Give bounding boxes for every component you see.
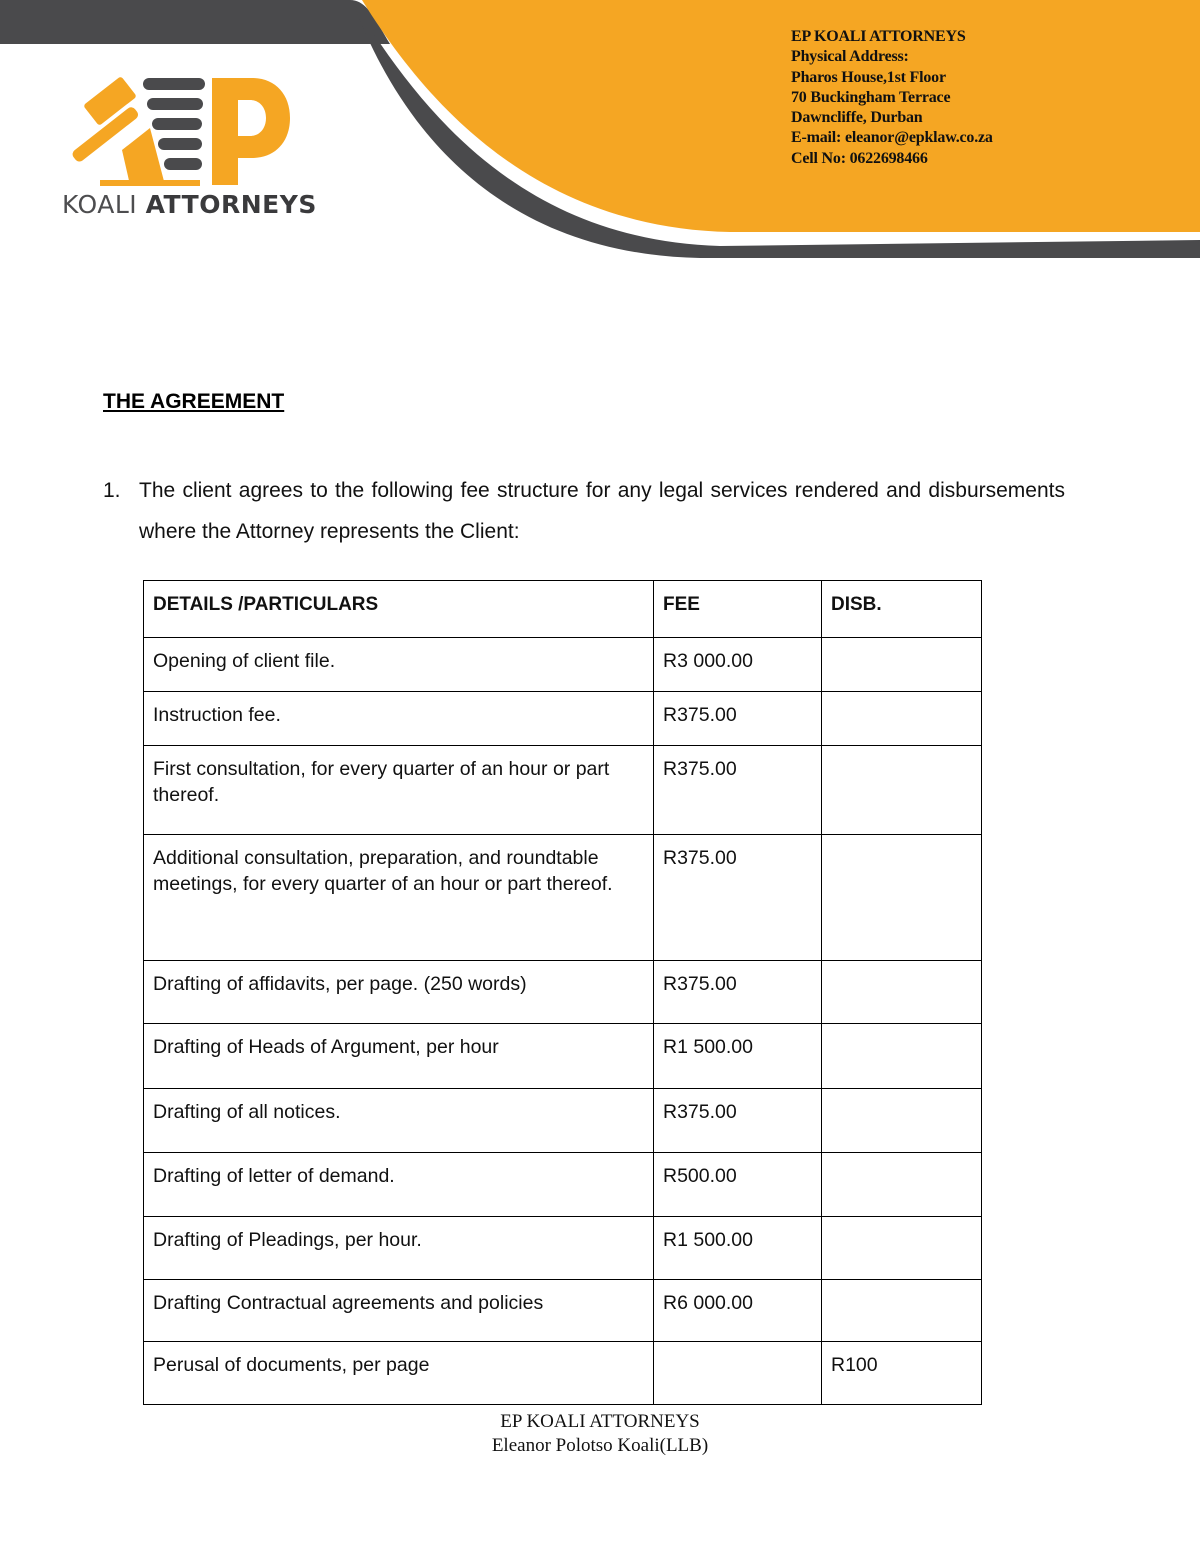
contact-label: Physical Address: xyxy=(791,48,909,66)
letterhead-banner xyxy=(0,0,1200,260)
clause-number: 1. xyxy=(103,479,121,502)
table-row xyxy=(144,1217,982,1280)
banner-grey-top xyxy=(0,0,390,44)
row-disb xyxy=(822,1024,982,1089)
table-row xyxy=(144,1280,982,1342)
clause-1 xyxy=(103,470,1065,552)
row-disb xyxy=(822,1280,982,1342)
row-fee: R3 000.00 xyxy=(654,638,822,692)
header-fee: FEE xyxy=(654,581,822,638)
agreement-heading: THE AGREEMENT xyxy=(103,390,285,413)
footer-firm: EP KOALI ATTORNEYS xyxy=(500,1411,700,1432)
row-disb xyxy=(822,835,982,961)
banner-orange xyxy=(362,0,1200,232)
contact-line2: 70 Buckingham Terrace xyxy=(791,88,951,106)
row-fee: R1 500.00 xyxy=(654,1024,822,1089)
table-row xyxy=(144,692,982,746)
row-fee: R375.00 xyxy=(654,746,822,835)
table-row xyxy=(144,1089,982,1153)
row-disb xyxy=(822,1153,982,1217)
row-details: First consultation, for every quarter of an hour or part thereof. xyxy=(144,746,654,835)
footer-name: Eleanor Polotso Koali(LLB) xyxy=(491,1435,709,1456)
row-fee: R375.00 xyxy=(654,692,822,746)
table-row xyxy=(144,961,982,1024)
table-row xyxy=(144,746,982,835)
clause-text: The client agrees to the following fee structure for any legal services rendered and disbursements where the Attorney represents the Client: xyxy=(139,479,1065,543)
row-details: Drafting Contractual agreements and policies xyxy=(144,1280,654,1342)
fee-table xyxy=(143,580,982,1405)
row-details: Perusal of documents, per page xyxy=(144,1342,654,1405)
row-disb xyxy=(822,1089,982,1153)
header-disb: DISB. xyxy=(822,581,982,638)
row-details: Drafting of all notices. xyxy=(144,1089,654,1153)
row-fee xyxy=(654,1342,822,1405)
contact-email: E-mail: eleanor@epklaw.co.za xyxy=(791,129,993,147)
row-details: Drafting of Heads of Argument, per hour xyxy=(144,1024,654,1089)
row-details: Drafting of Pleadings, per hour. xyxy=(144,1217,654,1280)
row-fee: R375.00 xyxy=(654,835,822,961)
table-row xyxy=(144,835,982,961)
table-row xyxy=(144,638,982,692)
row-details: Opening of client file. xyxy=(144,638,654,692)
row-disb xyxy=(822,692,982,746)
page-footer xyxy=(0,1410,1200,1458)
contact-block xyxy=(791,27,993,169)
row-fee: R1 500.00 xyxy=(654,1217,822,1280)
contact-line3: Dawncliffe, Durban xyxy=(791,109,923,127)
row-disb xyxy=(822,961,982,1024)
row-disb xyxy=(822,1217,982,1280)
logo-p-mark xyxy=(212,78,290,185)
contact-firm: EP KOALI ATTORNEYS xyxy=(791,28,966,45)
logo-wordmark xyxy=(62,190,317,219)
contact-line1: Pharos House,1st Floor xyxy=(791,68,946,86)
contact-cell: Cell No: 0622698466 xyxy=(791,149,928,167)
row-fee: R6 000.00 xyxy=(654,1280,822,1342)
row-disb: R100 xyxy=(822,1342,982,1405)
row-details: Drafting of letter of demand. xyxy=(144,1153,654,1217)
table-row xyxy=(144,1024,982,1089)
row-disb xyxy=(822,638,982,692)
row-fee: R375.00 xyxy=(654,961,822,1024)
table-row xyxy=(144,1342,982,1405)
row-details: Drafting of affidavits, per page. (250 words) xyxy=(144,961,654,1024)
row-fee: R500.00 xyxy=(654,1153,822,1217)
table-header-row xyxy=(144,581,982,638)
row-details: Additional consultation, preparation, and roundtable meetings, for every quarter of an hour or part thereof. xyxy=(144,835,654,961)
logo-text-bold: ATTORNEYS xyxy=(145,190,317,219)
row-disb xyxy=(822,746,982,835)
row-fee: R375.00 xyxy=(654,1089,822,1153)
logo-text-light: KOALI xyxy=(62,190,146,219)
header-details: DETAILS /PARTICULARS xyxy=(144,581,654,638)
table-row xyxy=(144,1153,982,1217)
row-details: Instruction fee. xyxy=(144,692,654,746)
